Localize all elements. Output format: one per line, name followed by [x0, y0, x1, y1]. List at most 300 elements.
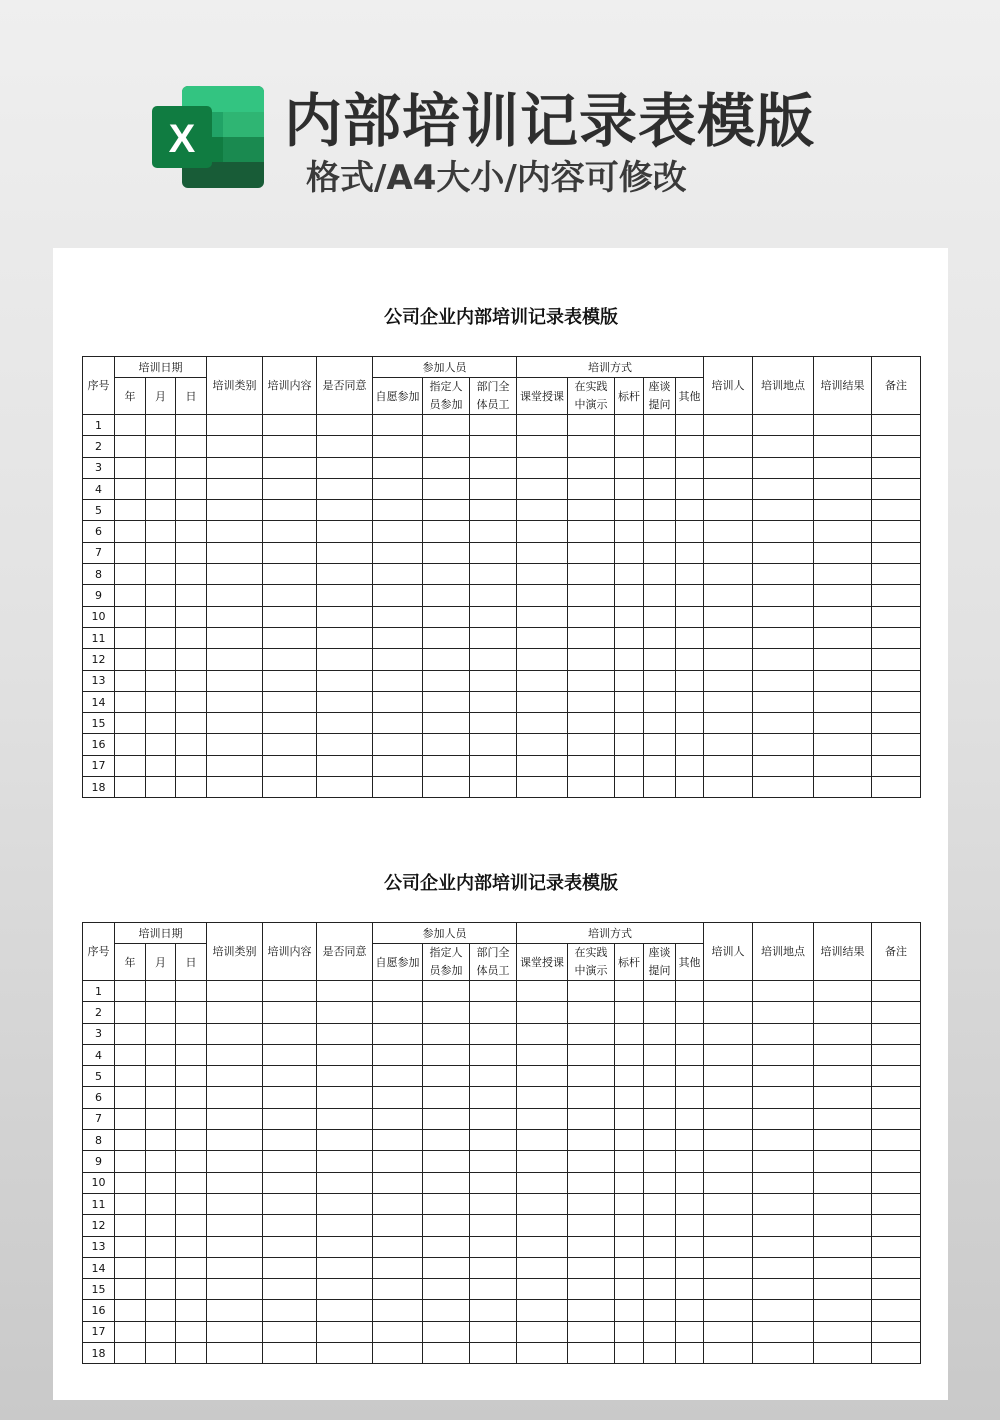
- table-cell[interactable]: [115, 1002, 146, 1023]
- table-cell[interactable]: [753, 734, 814, 755]
- table-cell[interactable]: [517, 1151, 568, 1172]
- table-cell[interactable]: [517, 1215, 568, 1236]
- table-cell[interactable]: [644, 755, 676, 776]
- table-cell[interactable]: [704, 564, 753, 585]
- table-cell[interactable]: [704, 585, 753, 606]
- table-cell[interactable]: [470, 1236, 517, 1257]
- table-cell[interactable]: [568, 585, 615, 606]
- table-cell[interactable]: [146, 606, 176, 627]
- table-cell[interactable]: [644, 521, 676, 542]
- table-cell[interactable]: [115, 755, 146, 776]
- table-cell[interactable]: [615, 606, 644, 627]
- table-cell[interactable]: [517, 1236, 568, 1257]
- table-cell[interactable]: [115, 649, 146, 670]
- table-cell[interactable]: [615, 649, 644, 670]
- table-cell[interactable]: [115, 1172, 146, 1193]
- table-cell[interactable]: [470, 670, 517, 691]
- table-cell[interactable]: [753, 500, 814, 521]
- table-cell[interactable]: [568, 1300, 615, 1321]
- table-cell[interactable]: [115, 436, 146, 457]
- table-cell[interactable]: [872, 1321, 921, 1342]
- table-cell[interactable]: [317, 981, 373, 1002]
- table-cell[interactable]: [704, 606, 753, 627]
- table-cell[interactable]: [814, 1343, 872, 1364]
- table-cell[interactable]: [115, 1343, 146, 1364]
- table-cell[interactable]: [872, 585, 921, 606]
- table-cell[interactable]: [470, 1172, 517, 1193]
- table-cell[interactable]: [207, 670, 263, 691]
- table-cell[interactable]: [470, 1300, 517, 1321]
- table-cell[interactable]: [753, 478, 814, 499]
- table-cell[interactable]: [753, 457, 814, 478]
- table-cell[interactable]: [176, 1236, 207, 1257]
- table-cell[interactable]: [753, 585, 814, 606]
- table-cell[interactable]: [676, 755, 704, 776]
- table-cell[interactable]: [115, 585, 146, 606]
- table-cell[interactable]: [644, 500, 676, 521]
- table-cell[interactable]: [517, 500, 568, 521]
- table-cell[interactable]: [146, 478, 176, 499]
- table-cell[interactable]: [872, 1130, 921, 1151]
- table-cell[interactable]: [373, 1215, 423, 1236]
- table-cell[interactable]: [317, 500, 373, 521]
- table-cell[interactable]: [872, 457, 921, 478]
- table-cell[interactable]: [517, 1023, 568, 1044]
- table-cell[interactable]: [470, 755, 517, 776]
- table-cell[interactable]: [373, 1172, 423, 1193]
- table-cell[interactable]: [423, 1215, 470, 1236]
- table-cell[interactable]: [115, 1151, 146, 1172]
- table-cell[interactable]: [814, 1002, 872, 1023]
- table-cell[interactable]: [615, 457, 644, 478]
- table-cell[interactable]: [373, 1151, 423, 1172]
- table-cell[interactable]: [872, 777, 921, 798]
- table-cell[interactable]: [676, 415, 704, 436]
- table-cell[interactable]: [176, 1108, 207, 1129]
- table-cell[interactable]: [644, 981, 676, 1002]
- table-cell[interactable]: [207, 1023, 263, 1044]
- table-cell[interactable]: [568, 1193, 615, 1214]
- table-cell[interactable]: [704, 670, 753, 691]
- table-cell[interactable]: [872, 1193, 921, 1214]
- table-cell[interactable]: [146, 691, 176, 712]
- table-cell[interactable]: [263, 1172, 317, 1193]
- table-cell[interactable]: [814, 542, 872, 563]
- table-cell[interactable]: [146, 1172, 176, 1193]
- table-cell[interactable]: [146, 1108, 176, 1129]
- table-cell[interactable]: [373, 606, 423, 627]
- table-cell[interactable]: [263, 585, 317, 606]
- table-cell[interactable]: [263, 627, 317, 648]
- table-cell[interactable]: [753, 1300, 814, 1321]
- table-cell[interactable]: [146, 1193, 176, 1214]
- table-cell[interactable]: [704, 1044, 753, 1065]
- table-cell[interactable]: [872, 436, 921, 457]
- table-cell[interactable]: [615, 436, 644, 457]
- table-cell[interactable]: [263, 415, 317, 436]
- table-cell[interactable]: [176, 1343, 207, 1364]
- table-cell[interactable]: [814, 734, 872, 755]
- table-cell[interactable]: [423, 777, 470, 798]
- table-cell[interactable]: [676, 478, 704, 499]
- table-cell[interactable]: [704, 1300, 753, 1321]
- table-cell[interactable]: [373, 649, 423, 670]
- table-cell[interactable]: [207, 1321, 263, 1342]
- table-cell[interactable]: [146, 1130, 176, 1151]
- table-cell[interactable]: [263, 1087, 317, 1108]
- table-cell[interactable]: [704, 1343, 753, 1364]
- table-cell[interactable]: [423, 1023, 470, 1044]
- table-cell[interactable]: [373, 415, 423, 436]
- table-cell[interactable]: [423, 755, 470, 776]
- table-cell[interactable]: [872, 1108, 921, 1129]
- table-cell[interactable]: [676, 457, 704, 478]
- table-cell[interactable]: [615, 500, 644, 521]
- table-cell[interactable]: [146, 1257, 176, 1278]
- table-cell[interactable]: [470, 1066, 517, 1087]
- table-cell[interactable]: [207, 585, 263, 606]
- table-cell[interactable]: [615, 542, 644, 563]
- table-cell[interactable]: [263, 478, 317, 499]
- table-cell[interactable]: [317, 564, 373, 585]
- table-cell[interactable]: [176, 1172, 207, 1193]
- table-cell[interactable]: [317, 1130, 373, 1151]
- table-cell[interactable]: [423, 734, 470, 755]
- table-cell[interactable]: [814, 1257, 872, 1278]
- table-cell[interactable]: [373, 1023, 423, 1044]
- table-cell[interactable]: [373, 755, 423, 776]
- table-cell[interactable]: [317, 734, 373, 755]
- table-cell[interactable]: [568, 542, 615, 563]
- table-cell[interactable]: [146, 755, 176, 776]
- table-cell[interactable]: [423, 1172, 470, 1193]
- table-cell[interactable]: [615, 478, 644, 499]
- table-cell[interactable]: [676, 1279, 704, 1300]
- table-cell[interactable]: [615, 627, 644, 648]
- table-cell[interactable]: [704, 478, 753, 499]
- table-cell[interactable]: [146, 1236, 176, 1257]
- table-cell[interactable]: [176, 1002, 207, 1023]
- table-cell[interactable]: [814, 564, 872, 585]
- table-cell[interactable]: [263, 1279, 317, 1300]
- table-cell[interactable]: [207, 1279, 263, 1300]
- table-cell[interactable]: [676, 564, 704, 585]
- table-cell[interactable]: [872, 1300, 921, 1321]
- table-cell[interactable]: [676, 691, 704, 712]
- table-cell[interactable]: [207, 691, 263, 712]
- table-cell[interactable]: [263, 734, 317, 755]
- table-cell[interactable]: [753, 1172, 814, 1193]
- table-cell[interactable]: [615, 415, 644, 436]
- table-cell[interactable]: [317, 1215, 373, 1236]
- table-cell[interactable]: [423, 521, 470, 542]
- table-cell[interactable]: [676, 585, 704, 606]
- table-cell[interactable]: [814, 1193, 872, 1214]
- table-cell[interactable]: [615, 1066, 644, 1087]
- table-cell[interactable]: [373, 1279, 423, 1300]
- table-cell[interactable]: [176, 1257, 207, 1278]
- table-cell[interactable]: [115, 478, 146, 499]
- table-cell[interactable]: [470, 457, 517, 478]
- table-cell[interactable]: [568, 1087, 615, 1108]
- table-cell[interactable]: [470, 734, 517, 755]
- table-cell[interactable]: [176, 1151, 207, 1172]
- table-cell[interactable]: [676, 1321, 704, 1342]
- table-cell[interactable]: [317, 1108, 373, 1129]
- table-cell[interactable]: [263, 1023, 317, 1044]
- table-cell[interactable]: [517, 691, 568, 712]
- table-cell[interactable]: [176, 415, 207, 436]
- table-cell[interactable]: [115, 500, 146, 521]
- table-cell[interactable]: [470, 1023, 517, 1044]
- table-cell[interactable]: [753, 777, 814, 798]
- table-cell[interactable]: [644, 1279, 676, 1300]
- table-cell[interactable]: [470, 649, 517, 670]
- table-cell[interactable]: [176, 564, 207, 585]
- table-cell[interactable]: [814, 755, 872, 776]
- table-cell[interactable]: [146, 713, 176, 734]
- table-cell[interactable]: [615, 1193, 644, 1214]
- table-cell[interactable]: [207, 1172, 263, 1193]
- table-cell[interactable]: [373, 585, 423, 606]
- table-cell[interactable]: [423, 1257, 470, 1278]
- table-cell[interactable]: [146, 1044, 176, 1065]
- table-cell[interactable]: [872, 521, 921, 542]
- table-cell[interactable]: [615, 1172, 644, 1193]
- table-cell[interactable]: [317, 478, 373, 499]
- table-cell[interactable]: [207, 457, 263, 478]
- table-cell[interactable]: [644, 1321, 676, 1342]
- table-cell[interactable]: [517, 627, 568, 648]
- table-cell[interactable]: [676, 713, 704, 734]
- table-cell[interactable]: [373, 1130, 423, 1151]
- table-cell[interactable]: [373, 1066, 423, 1087]
- table-cell[interactable]: [644, 777, 676, 798]
- table-cell[interactable]: [753, 542, 814, 563]
- table-cell[interactable]: [263, 1257, 317, 1278]
- table-cell[interactable]: [263, 713, 317, 734]
- table-cell[interactable]: [644, 1257, 676, 1278]
- table-cell[interactable]: [317, 606, 373, 627]
- table-cell[interactable]: [470, 585, 517, 606]
- table-cell[interactable]: [644, 670, 676, 691]
- table-cell[interactable]: [423, 1343, 470, 1364]
- table-cell[interactable]: [146, 564, 176, 585]
- table-cell[interactable]: [115, 1236, 146, 1257]
- table-cell[interactable]: [207, 1343, 263, 1364]
- table-cell[interactable]: [644, 1151, 676, 1172]
- table-cell[interactable]: [146, 1321, 176, 1342]
- table-cell[interactable]: [644, 1172, 676, 1193]
- table-cell[interactable]: [373, 1044, 423, 1065]
- table-cell[interactable]: [470, 521, 517, 542]
- table-cell[interactable]: [615, 755, 644, 776]
- table-cell[interactable]: [263, 1300, 317, 1321]
- table-cell[interactable]: [317, 1087, 373, 1108]
- table-cell[interactable]: [317, 521, 373, 542]
- table-cell[interactable]: [207, 1044, 263, 1065]
- table-cell[interactable]: [814, 478, 872, 499]
- table-cell[interactable]: [814, 1023, 872, 1044]
- table-cell[interactable]: [423, 564, 470, 585]
- table-cell[interactable]: [814, 1130, 872, 1151]
- table-cell[interactable]: [115, 457, 146, 478]
- table-cell[interactable]: [470, 777, 517, 798]
- table-cell[interactable]: [373, 713, 423, 734]
- table-cell[interactable]: [704, 1193, 753, 1214]
- table-cell[interactable]: [615, 1236, 644, 1257]
- table-cell[interactable]: [753, 1023, 814, 1044]
- table-cell[interactable]: [814, 670, 872, 691]
- table-cell[interactable]: [615, 1023, 644, 1044]
- table-cell[interactable]: [423, 1108, 470, 1129]
- table-cell[interactable]: [676, 436, 704, 457]
- table-cell[interactable]: [676, 1236, 704, 1257]
- table-cell[interactable]: [263, 755, 317, 776]
- table-cell[interactable]: [373, 457, 423, 478]
- table-cell[interactable]: [568, 777, 615, 798]
- table-cell[interactable]: [814, 691, 872, 712]
- table-cell[interactable]: [207, 755, 263, 776]
- table-cell[interactable]: [615, 713, 644, 734]
- table-cell[interactable]: [753, 1193, 814, 1214]
- table-cell[interactable]: [644, 478, 676, 499]
- table-cell[interactable]: [753, 981, 814, 1002]
- table-cell[interactable]: [676, 1215, 704, 1236]
- table-cell[interactable]: [568, 734, 615, 755]
- table-cell[interactable]: [704, 1108, 753, 1129]
- table-cell[interactable]: [644, 1236, 676, 1257]
- table-cell[interactable]: [704, 1066, 753, 1087]
- table-cell[interactable]: [568, 1236, 615, 1257]
- table-cell[interactable]: [373, 734, 423, 755]
- table-cell[interactable]: [753, 691, 814, 712]
- table-cell[interactable]: [872, 981, 921, 1002]
- table-cell[interactable]: [814, 627, 872, 648]
- table-cell[interactable]: [644, 1193, 676, 1214]
- table-cell[interactable]: [470, 1215, 517, 1236]
- table-cell[interactable]: [676, 1257, 704, 1278]
- table-cell[interactable]: [615, 1002, 644, 1023]
- table-cell[interactable]: [704, 777, 753, 798]
- table-cell[interactable]: [470, 1151, 517, 1172]
- table-cell[interactable]: [814, 436, 872, 457]
- table-cell[interactable]: [146, 1023, 176, 1044]
- table-cell[interactable]: [423, 1044, 470, 1065]
- table-cell[interactable]: [146, 1087, 176, 1108]
- table-cell[interactable]: [568, 627, 615, 648]
- table-cell[interactable]: [517, 734, 568, 755]
- table-cell[interactable]: [676, 981, 704, 1002]
- table-cell[interactable]: [423, 478, 470, 499]
- table-cell[interactable]: [263, 500, 317, 521]
- table-cell[interactable]: [615, 1279, 644, 1300]
- table-cell[interactable]: [704, 1321, 753, 1342]
- table-cell[interactable]: [146, 1300, 176, 1321]
- table-cell[interactable]: [373, 500, 423, 521]
- table-cell[interactable]: [207, 1257, 263, 1278]
- table-cell[interactable]: [207, 1215, 263, 1236]
- table-cell[interactable]: [615, 691, 644, 712]
- table-cell[interactable]: [872, 564, 921, 585]
- table-cell[interactable]: [704, 691, 753, 712]
- table-cell[interactable]: [207, 500, 263, 521]
- table-cell[interactable]: [676, 670, 704, 691]
- table-cell[interactable]: [644, 691, 676, 712]
- table-cell[interactable]: [872, 691, 921, 712]
- table-cell[interactable]: [753, 1108, 814, 1129]
- table-cell[interactable]: [146, 415, 176, 436]
- table-cell[interactable]: [423, 1236, 470, 1257]
- table-cell[interactable]: [176, 649, 207, 670]
- table-cell[interactable]: [517, 1300, 568, 1321]
- table-cell[interactable]: [704, 713, 753, 734]
- table-cell[interactable]: [615, 777, 644, 798]
- table-cell[interactable]: [704, 981, 753, 1002]
- table-cell[interactable]: [568, 521, 615, 542]
- table-cell[interactable]: [704, 1002, 753, 1023]
- table-cell[interactable]: [676, 1130, 704, 1151]
- table-cell[interactable]: [517, 755, 568, 776]
- table-cell[interactable]: [615, 1151, 644, 1172]
- table-cell[interactable]: [753, 1130, 814, 1151]
- table-cell[interactable]: [704, 1172, 753, 1193]
- table-cell[interactable]: [676, 649, 704, 670]
- table-cell[interactable]: [207, 1236, 263, 1257]
- table-cell[interactable]: [872, 478, 921, 499]
- table-cell[interactable]: [644, 1002, 676, 1023]
- table-cell[interactable]: [470, 1343, 517, 1364]
- table-cell[interactable]: [704, 1087, 753, 1108]
- table-cell[interactable]: [517, 1343, 568, 1364]
- table-cell[interactable]: [373, 1300, 423, 1321]
- table-cell[interactable]: [568, 564, 615, 585]
- table-cell[interactable]: [207, 542, 263, 563]
- table-cell[interactable]: [263, 1193, 317, 1214]
- table-cell[interactable]: [423, 1087, 470, 1108]
- table-cell[interactable]: [263, 1066, 317, 1087]
- table-cell[interactable]: [207, 436, 263, 457]
- table-cell[interactable]: [470, 981, 517, 1002]
- table-cell[interactable]: [568, 436, 615, 457]
- table-cell[interactable]: [176, 755, 207, 776]
- table-cell[interactable]: [207, 415, 263, 436]
- table-cell[interactable]: [872, 1279, 921, 1300]
- table-cell[interactable]: [753, 1236, 814, 1257]
- table-cell[interactable]: [517, 649, 568, 670]
- table-cell[interactable]: [644, 1023, 676, 1044]
- table-cell[interactable]: [115, 734, 146, 755]
- table-cell[interactable]: [317, 415, 373, 436]
- table-cell[interactable]: [317, 1193, 373, 1214]
- table-cell[interactable]: [517, 606, 568, 627]
- table-cell[interactable]: [176, 981, 207, 1002]
- table-cell[interactable]: [207, 1193, 263, 1214]
- table-cell[interactable]: [676, 1087, 704, 1108]
- table-cell[interactable]: [373, 627, 423, 648]
- table-cell[interactable]: [615, 1343, 644, 1364]
- table-cell[interactable]: [146, 777, 176, 798]
- table-cell[interactable]: [644, 457, 676, 478]
- table-cell[interactable]: [753, 436, 814, 457]
- table-cell[interactable]: [814, 585, 872, 606]
- table-cell[interactable]: [517, 1130, 568, 1151]
- table-cell[interactable]: [753, 521, 814, 542]
- table-cell[interactable]: [207, 1108, 263, 1129]
- table-cell[interactable]: [872, 1023, 921, 1044]
- table-cell[interactable]: [704, 436, 753, 457]
- table-cell[interactable]: [517, 713, 568, 734]
